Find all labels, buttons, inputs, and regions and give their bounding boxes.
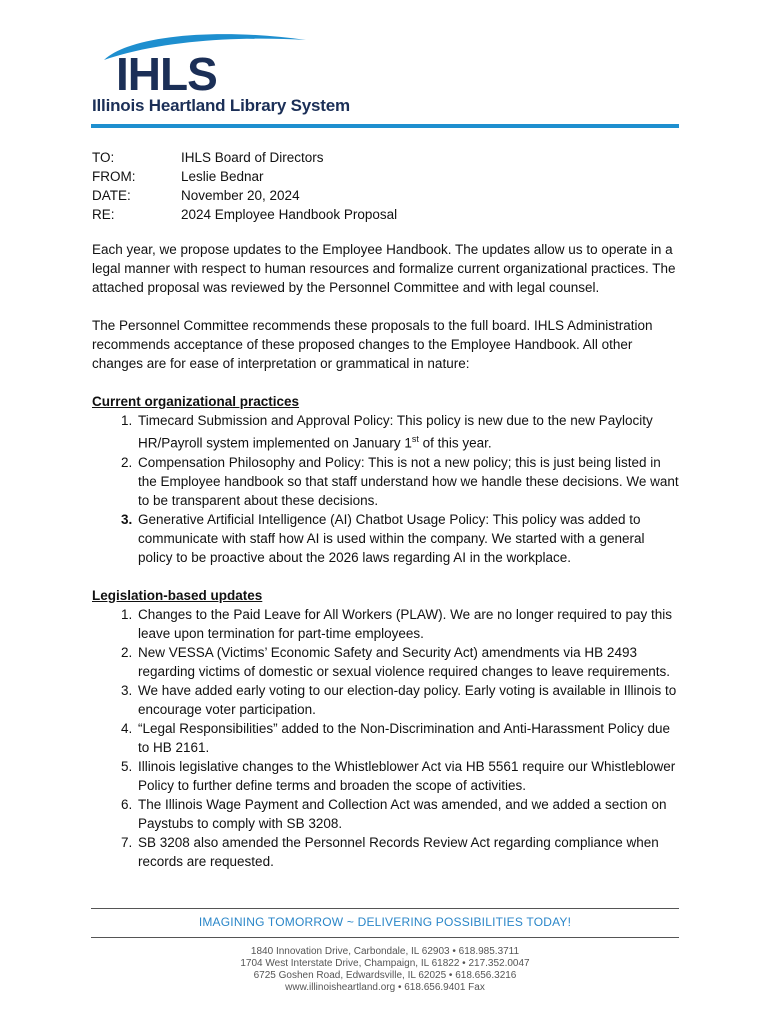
ihls-logo [92,30,350,122]
footer-tagline: IMAGINING TOMORROW ~ DELIVERING POSSIBILITIES TODAY! [198,915,572,929]
list-item: 2. Compensation Philosophy and Policy: This is not a new policy; this is just being listed in the Employee handbook so that staff understand how we handle these decisions. We want to be transparent about these decisions. [136,453,682,510]
section-title-legislation: Legislation-based updates [92,587,263,603]
list-item: 4. “Legal Responsibilities” added to the Non-Discrimination and Anti-Harassment Policy due to HB 2161. [136,719,682,757]
organizational-list [92,411,682,567]
memo-body [92,240,682,871]
list-item: 1. Changes to the Paid Leave for All Workers (PLAW). We are no longer required to pay this leave upon termination for part-time employees. [136,605,682,643]
memo-row-re [92,205,397,224]
memo-value: November 20, 2024 [181,188,300,203]
footer-website-link[interactable]: www.illinoisheartland.org • 618.656.9401 Fax [285,982,485,993]
memo-row-date [92,186,397,205]
list-item: 1. Timecard Submission and Approval Policy: This policy is new due to the new Paylocity HR/Payroll system implemented on January 1st of this year. [136,411,682,453]
ihls-logo-mark [92,30,332,96]
footer-addresses [0,946,770,994]
footer-address-line: 1840 Innovation Drive, Carbondale, IL 62903 • 618.985.3711 [250,946,520,957]
memo-value: IHLS Board of Directors [181,150,324,165]
memo-row-from [92,167,397,186]
legislation-list [92,605,682,871]
memo-header [92,148,397,224]
recommendation-paragraph: The Personnel Committee recommends these proposals to the full board. IHLS Administration recommends acceptance of these proposed changes to the Employee Handbook. All other changes are for ease of interpretation or grammatical in nature: [92,318,653,371]
header-rule [91,124,679,128]
footer-address-line: 1704 West Interstate Drive, Champaign, IL 61822 • 217.352.0047 [240,958,530,969]
list-item: 5. Illinois legislative changes to the Whistleblower Act via HB 5561 require our Whistleblower Policy to further define terms and broaden the scope of activities. [136,757,682,795]
intro-paragraph: Each year, we propose updates to the Employee Handbook. The updates allow us to operate in a legal manner with respect to human resources and formalize current organizational practices. The attached proposal was reviewed by the Personnel Committee and with legal counsel. [92,242,676,295]
memo-key: TO: [92,150,115,165]
footer-rule [91,908,679,909]
section-title-organizational: Current organizational practices [92,394,300,409]
list-item: 3. Generative Artificial Intelligence (AI) Chatbot Usage Policy: This policy was added to communicate with staff how AI is used within the company. We started with a general policy to be proactive about the 2026 laws regarding AI in the workplace. [136,510,682,567]
logo-text: Illinois Heartland Library System [92,96,350,115]
memo-key: RE: [92,207,115,222]
memo-value: Leslie Bednar [181,169,264,184]
list-item: 3. We have added early voting to our election-day policy. Early voting is available in Illinois to encourage voter participation. [136,681,682,719]
footer-address-line: 6725 Goshen Road, Edwardsville, IL 62025 • 618.656.3216 [253,970,517,981]
list-item: 2. New VESSA (Victims’ Economic Safety and Security Act) amendments via HB 2493 regarding victims of domestic or sexual violence required changes to leave requirements. [136,643,682,681]
footer-rule-lower [91,937,679,938]
memo-key: FROM: [92,169,136,184]
memo-key: DATE: [92,188,131,203]
list-item: 7. SB 3208 also amended the Personnel Records Review Act regarding compliance when records are requested. [136,833,682,871]
memo-row-to [92,148,397,167]
list-item: 6. The Illinois Wage Payment and Collection Act was amended, and we added a section on Paystubs to comply with SB 3208. [136,795,682,833]
memo-value: 2024 Employee Handbook Proposal [181,207,398,222]
svg-text:IHLS: IHLS [116,48,217,96]
